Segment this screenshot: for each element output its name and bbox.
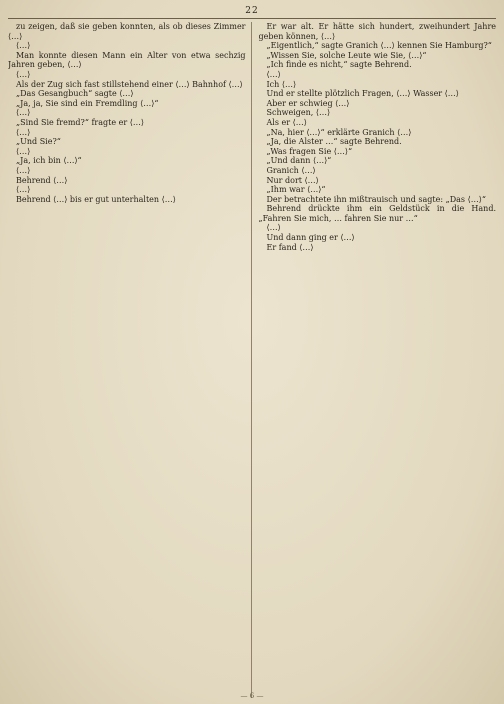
- paragraph: ⟨…⟩: [16, 127, 31, 137]
- paragraph: ⟨…⟩: [16, 165, 31, 175]
- paragraph: „Na, hier ⟨…⟩“ erklärte Granich ⟨…⟩: [266, 127, 412, 137]
- header-rule: [8, 18, 496, 19]
- paragraph: ⟨…⟩: [16, 146, 31, 156]
- paragraph: Er fand ⟨…⟩: [266, 242, 314, 252]
- paragraph: „Was fragen Sie ⟨…⟩“: [266, 146, 353, 156]
- paragraph: „Ja, die Alster …“ sagte Behrend.: [266, 137, 402, 147]
- page-number: 22: [245, 6, 259, 16]
- paragraph: Und dann ging er ⟨…⟩: [266, 233, 355, 243]
- paragraph: „Wissen Sie, solche Leute wie Sie, ⟨…⟩“: [266, 50, 427, 60]
- paragraph: „Sind Sie fremd?“ fragte er ⟨…⟩: [16, 117, 144, 127]
- paragraph: ⟨…⟩: [16, 69, 31, 79]
- paragraph: Als der Zug sich fast stillstehend einer ⟨…⟩ Bahnhof ⟨…⟩: [16, 79, 243, 89]
- right-column: [259, 22, 497, 698]
- paragraph: Als er ⟨…⟩: [266, 117, 307, 127]
- paragraph: zu zeigen, daß sie geben konnten, als ob dieses Zimmer ⟨…⟩: [8, 22, 246, 41]
- paragraph: ⟨…⟩: [266, 223, 281, 233]
- paragraph: ⟨…⟩: [16, 108, 31, 118]
- paragraph: Ich ⟨…⟩: [266, 79, 297, 89]
- paragraph: Man konnte diesen Mann ein Alter von etwa sechzig Jahren geben, ⟨…⟩: [8, 50, 246, 70]
- paragraph: ⟨…⟩: [16, 41, 31, 51]
- paragraph: Er war alt. Er hätte sich hundert, zweihundert Jahre geben können, ⟨…⟩: [258, 22, 496, 41]
- paragraph: Schweigen, ⟨…⟩: [266, 108, 331, 118]
- paragraph: Behrend ⟨…⟩: [16, 175, 68, 185]
- paragraph: Aber er schwieg ⟨…⟩: [266, 98, 350, 108]
- paragraph: „Und Sie?“: [16, 137, 61, 147]
- paragraph: „Ihm war ⟨…⟩“: [266, 185, 326, 195]
- paragraph: „Und dann ⟨…⟩“: [266, 156, 332, 166]
- paragraph: Und er stellte plötzlich Fragen, ⟨…⟩ Wasser ⟨…⟩: [266, 89, 459, 99]
- paragraph: „Ich finde es nicht,“ sagte Behrend.: [266, 60, 412, 70]
- paragraph: Behrend drückte ihm ein Geldstück in die Hand. „Fahren Sie mich, … fahren Sie nur …“: [258, 204, 496, 223]
- paragraph: ⟨…⟩: [16, 185, 31, 195]
- paragraph: Der betrachtete ihn mißtrauisch und sagte: „Das ⟨…⟩“: [266, 194, 486, 204]
- paragraph: Nur dort ⟨…⟩: [266, 175, 319, 185]
- text-columns: [8, 22, 496, 698]
- paragraph: ⟨…⟩: [266, 69, 281, 79]
- paragraph: „Ja, ja, Sie sind ein Fremdling ⟨…⟩“: [16, 98, 159, 108]
- paragraph: Granich ⟨…⟩: [266, 165, 316, 175]
- paragraph: „Ja, ich bin ⟨…⟩“: [16, 156, 82, 166]
- paragraph: Behrend ⟨…⟩ bis er gut unterhalten ⟨…⟩: [16, 194, 176, 204]
- left-column: [8, 22, 252, 698]
- footer-mark: — 6 —: [240, 692, 264, 700]
- paragraph: „Das Gesangbuch“ sagte ⟨…⟩: [16, 89, 134, 99]
- paragraph: „Eigentlich,“ sagte Granich ⟨…⟩ kennen Sie Hamburg?“: [266, 41, 492, 51]
